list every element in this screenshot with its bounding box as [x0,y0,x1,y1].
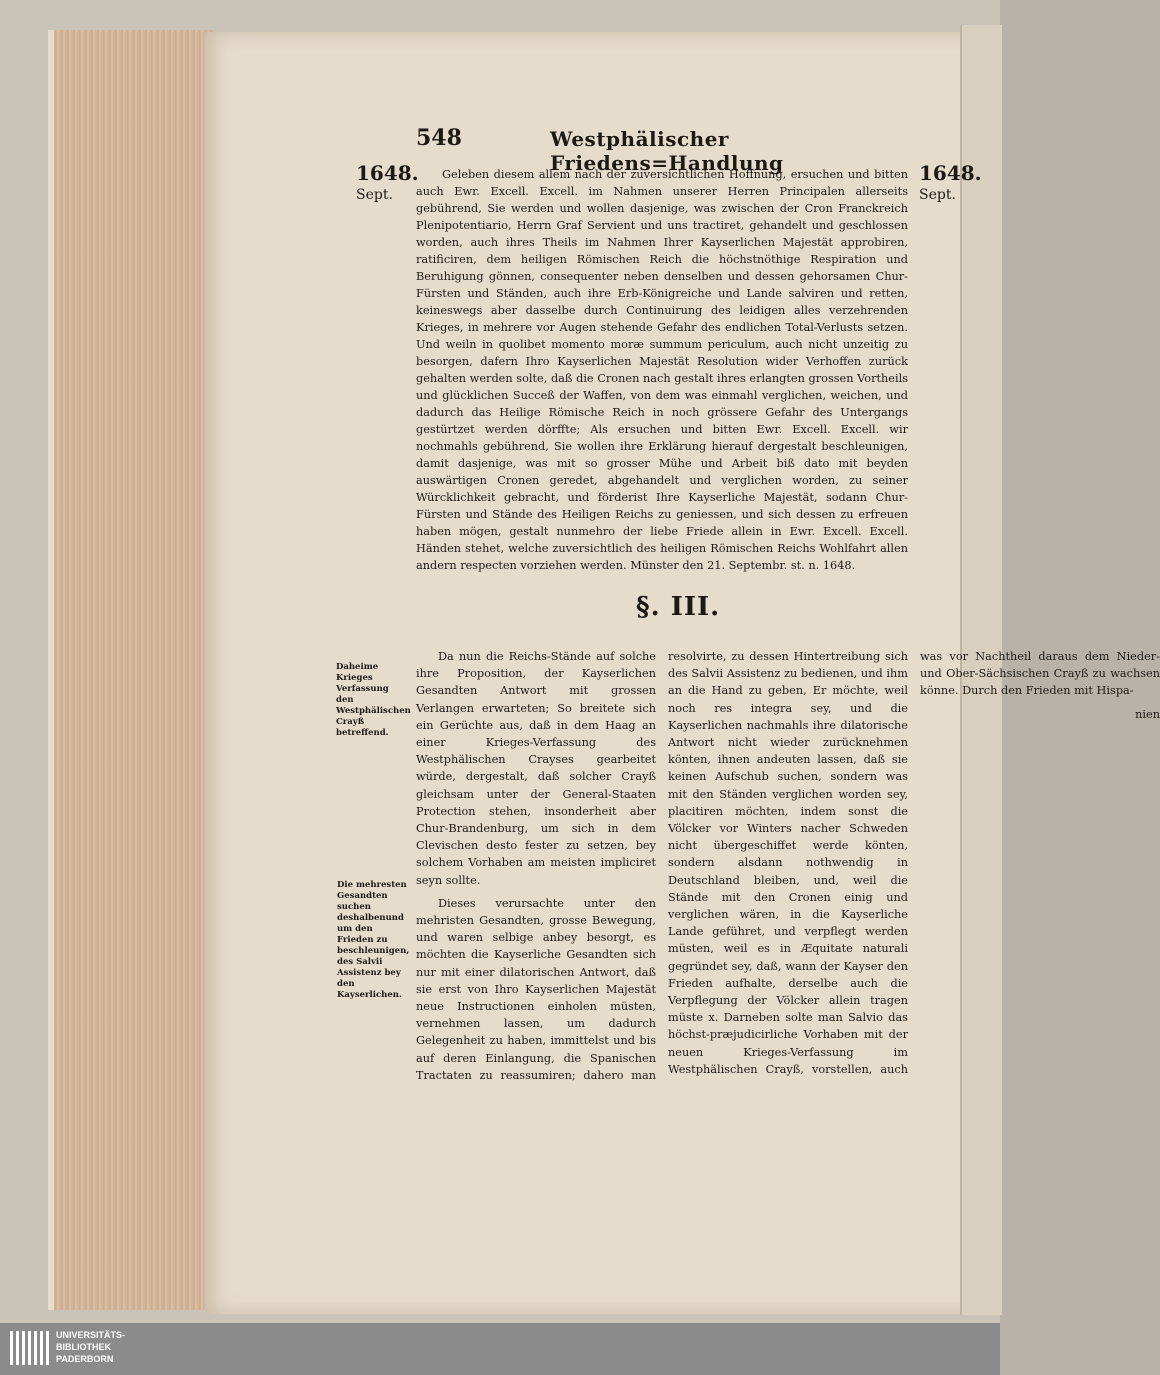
library-name-line-3: PADERBORN [56,1354,114,1364]
column-paragraph-2: Dieses verursachte unter den mehristen Gesandten, grosse Bewegung, und waren selbige anbey besorgt, es möchten die Kayserliche Gesandten sich nur mit einer dilatorischen Antwort, daß sie erst von Ihro Kayserlichen Majestät neue Instructionen einholen müsten, vernehmen lassen, um dadurch Gelegenheit zu haben, immittelst und bis auf deren Einlangung, die Spanischen Tractaten zu reassumiren; dahero man resolvirte, zu dessen Hintertreibung sich des Salvii Assistenz zu bedienen, und ihm an die Hand zu geben, Er möchte, weil noch res integra sey, und die Kayserlichen nachmahls ihre dilatorische Antwort nicht wieder zurücknehmen könten, ihnen andeuten lassen, daß sie keinen Aufschub suchen, sondern was mit den Ständen verglichen worden sey, placitiren möchten, indem sonst die Völcker vor Winters nacher Schweden nicht übergeschiffet werde könten, sondern alsdann nothwendig in Deutschland bleiben, und, weil die Stände mit den Cronen einig und verglichen wären, in die Kayserliche Lande geführet, und verpflegt werden müsten, weil es in Æquitate naturali gegründet sey, daß, wann der Kayser den Frieden aufhalte, derselbe auch die Verpflegung der Völcker allein tragen müste x. Darneben solte man Salvio das höchst-præjudicirliche Vorhaben mit der neuen Krieges-Verfassung im Westphälischen Crayß, vorstellen, auch was vor Nachtheil daraus dem Nieder- und Ober-Sächsischen Crayß zu wachsen könne. Durch den Frieden mit Hispa- [416,650,1160,1082]
page-header [416,125,916,175]
library-footer [0,1323,1000,1375]
margin-date-left [356,162,419,206]
margin-month-right: Sept. [919,187,956,203]
top-paragraph: Geleben diesem allem nach der zuversichtlichen Hoffnung, ersuchen und bitten auch Ewr. Excell. Excell. im Nahmen unserer Herren Principalen allerseits gebührend, Sie werden und wollen dasjenige, was zwischen der Cron Franckreich Plenipotentiario, Herrn Graf Servient und uns tractiret, gehandelt und geschlossen worden, auch ihres Theils im Nahmen Ihrer Kayserlichen Majestät approbiren, ratificiren, dem heiligen Römischen Reich die höchstnöthige Respiration und Beruhigung gönnen, consequenter neben denselben und dessen gehorsamen Chur-Fürsten und Ständen, auch ihre Erb-Königreiche und Lande salviren und retten, keineswegs aber dasselbe durch Continuirung des leidigen alles verzehrenden Krieges, in mehrere vor Augen stehende Gefahr des endlichen Total-Verlusts setzen. Und weiln in quolibet momento moræ summum periculum, auch nicht unzeitig zu besorgen, dafern Ihro Kayserlichen Majestät Resolution wider Verhoffen zurück gehalten werden solte, daß die Cronen nach gestalt ihres erlangten grossen Vortheils und glücklichen Succeß der Waffen, von dem was einmahl verglichen, weichen, und dadurch das Heilige Römische Reich in noch grössere Gefahr des Untergangs gestürtzet werden dörffte; Als ersuchen und bitten Ewr. Excell. Excell. wir nochmahls gebührend, Sie wollen ihre Erklärung hierauf dergestalt beschleunigen, damit dasjenige, was mit so grosser Mühe und Arbeit biß dato mit beyden auswärtigen Cronen geredet, abgehandelt und verglichen worden, zu seiner Würcklichkeit gebracht, und förderist Ihre Kayserliche Majestät, sodann Chur-Fürsten und Stände des Heiligen Reichs zu geniessen, und sich dessen zu erfreuen haben mögen, gestalt nunmehro der liebe Friede allein in Ewr. Excell. Excell. Händen stehet, welche zuversichtlich des heiligen Römischen Reichs Wohlfahrt allen andern respecten vorziehen werden. Münster den 21. Septembr. st. n. 1648. [416,168,908,572]
book-page-edges [48,30,214,1310]
margin-year-right: 1648. [919,161,982,185]
running-title: Westphälischer Friedens=Handlung [550,127,784,175]
section-heading: §. III. [636,592,721,622]
library-name-line-1: UNIVERSITÄTS- [56,1330,126,1340]
catchword: nien [1135,707,1160,721]
two-column-text [416,648,1160,1088]
margin-year-left: 1648. [356,161,419,185]
library-name-line-2: BIBLIOTHEK [56,1342,111,1352]
side-note-1: Daheime Krieges Verfassung den Westphälischen Crayß betreffend. [336,662,411,738]
top-paragraph-block [416,166,908,574]
library-name [56,1329,125,1365]
library-logo-icon [10,1331,50,1365]
side-note-2: Die mehresten Gesandten suchen deshalbenund um den Frieden zu beschleunigen, des Salvii Assistenz bey den Kayserlichen. [337,880,410,1000]
column-paragraph-1: Da nun die Reichs-Stände auf solche ihre Proposition, der Kayserlichen Gesandten Antwort mit grossen Verlangen erwarteten; So breitete sich ein Gerüchte aus, daß in dem Haag an einer Krieges-Verfassung des Westphälischen Crayses gearbeitet würde, dergestalt, daß solcher Crayß gleichsam unter der General-Staaten Protection stehen, insonderheit aber Chur-Brandenburg, um sich in dem Clevischen desto fester zu setzen, bey solchem Vorhaben am meisten impliciret seyn sollte. [416,650,656,887]
margin-date-right [919,162,982,206]
margin-month-left: Sept. [356,187,393,203]
page-number: 548 [416,125,462,151]
